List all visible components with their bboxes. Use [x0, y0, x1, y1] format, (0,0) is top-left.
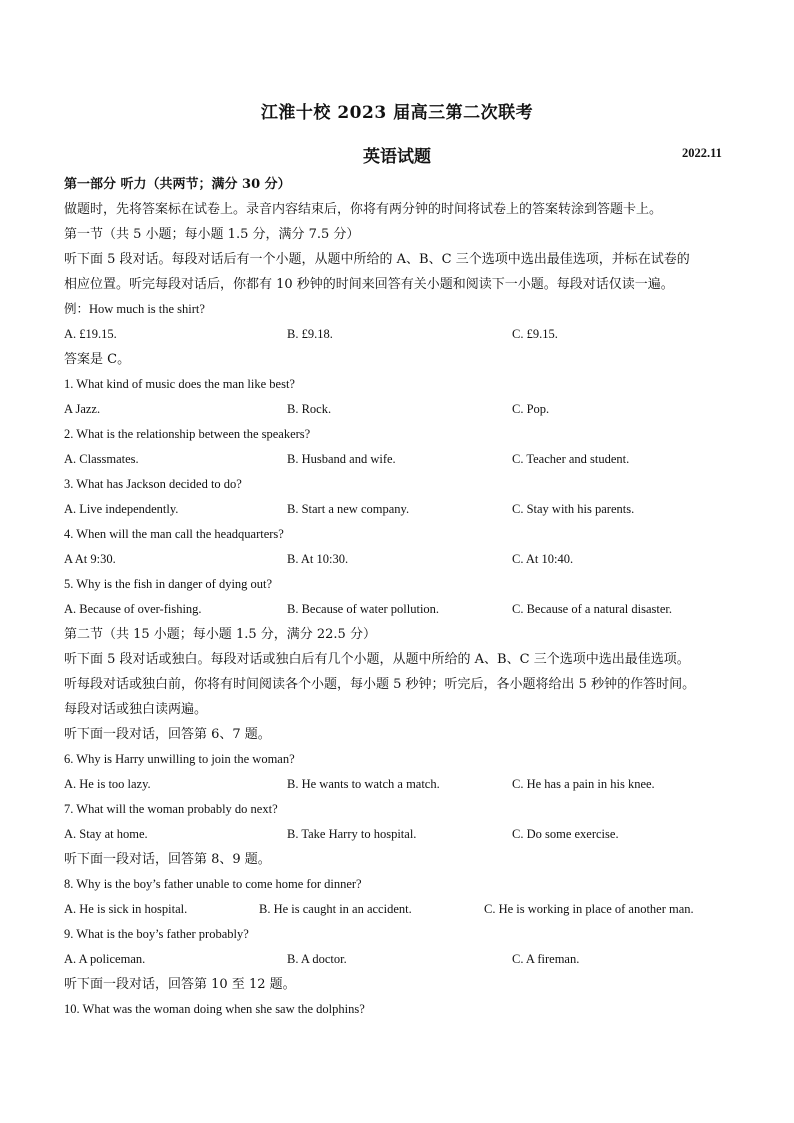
option-b: B. A doctor.	[287, 952, 347, 966]
section1-heading: 第一节（共 5 小题；每小题 1.5 分，满分 7.5 分）	[64, 227, 360, 242]
option-c: C. Pop.	[512, 402, 550, 416]
section2-instruction-2: 听每段对话或独白前，你将有时间阅读各个小题，每小题 5 秒钟；听完后，各小题将给出 5 秒钟的作答时间。	[64, 677, 696, 692]
question-6-options	[64, 772, 744, 797]
option-c: C. Stay with his parents.	[512, 502, 635, 516]
question-6: 6. Why is Harry unwilling to join the woman?	[64, 752, 295, 766]
option-a: A. He is too lazy.	[64, 777, 151, 791]
section1-instruction-2: 相应位置。听完每段对话后，你都有 10 秒钟的时间来回答有关小题和阅读下一小题。每段对话仅读一遍。	[64, 277, 674, 292]
example-question: 例：How much is the shirt?	[64, 302, 205, 316]
exam-date: 2022.11	[682, 146, 722, 160]
example-options	[64, 322, 744, 347]
question-7-options	[64, 822, 744, 847]
option-c: C. A fireman.	[512, 952, 580, 966]
option-a: A. Classmates.	[64, 452, 139, 466]
question-8-options	[64, 897, 744, 922]
question-9-options	[64, 947, 744, 972]
question-5-options	[64, 597, 744, 622]
option-b: B. Rock.	[287, 402, 332, 416]
question-10: 10. What was the woman doing when she saw the dolphins?	[64, 1002, 365, 1016]
question-4-options	[64, 547, 744, 572]
option-c: C. Teacher and student.	[512, 452, 630, 466]
option-a: A. Because of over-fishing.	[64, 602, 202, 616]
option-b: B. Start a new company.	[287, 502, 410, 516]
question-1-options	[64, 397, 744, 422]
section2-instruction-3: 每段对话或独白读两遍。	[64, 702, 208, 717]
option-a: A Jazz.	[64, 402, 101, 416]
exam-body	[64, 172, 744, 1022]
question-1: 1. What kind of music does the man like best?	[64, 377, 295, 391]
section1-instruction-1: 听下面 5 段对话。每段对话后有一个小题，从题中所给的 A、B、C 三个选项中选出最佳选项，并标在试卷的	[64, 252, 690, 267]
section2-instruction-1: 听下面 5 段对话或独白。每段对话或独白后有几个小题，从题中所给的 A、B、C 三个选项中选出最佳选项。	[64, 652, 690, 667]
question-5: 5. Why is the fish in danger of dying out?	[64, 577, 273, 591]
question-7: 7. What will the woman probably do next?	[64, 802, 278, 816]
example-answer: 答案是 C。	[64, 352, 131, 367]
option-c: C. At 10:40.	[512, 552, 574, 566]
group1-intro: 听下面一段对话，回答第 6、7 题。	[64, 727, 271, 742]
question-9: 9. What is the boy’s father probably?	[64, 927, 249, 941]
question-2: 2. What is the relationship between the speakers?	[64, 427, 311, 441]
option-a: A. £19.15.	[64, 327, 117, 341]
option-b: B. He wants to watch a match.	[287, 777, 440, 791]
option-b: B. Husband and wife.	[287, 452, 396, 466]
option-a: A At 9:30.	[64, 552, 116, 566]
option-a: A. A policeman.	[64, 952, 146, 966]
option-c: C. He is working in place of another man.	[484, 902, 694, 916]
option-a: A. Live independently.	[64, 502, 179, 516]
option-b: B. He is caught in an accident.	[259, 902, 412, 916]
option-a: A. Stay at home.	[64, 827, 148, 841]
exam-subtitle: 英语试题	[363, 147, 431, 167]
exam-title: 江淮十校 2023 届高三第二次联考	[260, 103, 534, 123]
option-c: C. He has a pain in his knee.	[512, 777, 655, 791]
group2-intro: 听下面一段对话，回答第 8、9 题。	[64, 852, 271, 867]
part1-instruction: 做题时，先将答案标在试卷上。录音内容结束后，你将有两分钟的时间将试卷上的答案转涂到答题卡上。	[64, 202, 663, 217]
option-c: C. £9.15.	[512, 327, 558, 341]
question-2-options	[64, 447, 744, 472]
part1-heading: 第一部分 听力（共两节；满分 30 分）	[64, 177, 291, 192]
group3-intro: 听下面一段对话，回答第 10 至 12 题。	[64, 977, 296, 992]
option-c: C. Do some exercise.	[512, 827, 619, 841]
question-3-options	[64, 497, 744, 522]
option-a: A. He is sick in hospital.	[64, 902, 188, 916]
option-b: B. At 10:30.	[287, 552, 349, 566]
option-c: C. Because of a natural disaster.	[512, 602, 673, 616]
option-b: B. £9.18.	[287, 327, 333, 341]
question-3: 3. What has Jackson decided to do?	[64, 477, 242, 491]
option-b: B. Because of water pollution.	[287, 602, 440, 616]
option-b: B. Take Harry to hospital.	[287, 827, 417, 841]
question-8: 8. Why is the boy’s father unable to come home for dinner?	[64, 877, 362, 891]
question-4: 4. When will the man call the headquarters?	[64, 527, 284, 541]
section2-heading: 第二节（共 15 小题；每小题 1.5 分，满分 22.5 分）	[64, 627, 376, 642]
